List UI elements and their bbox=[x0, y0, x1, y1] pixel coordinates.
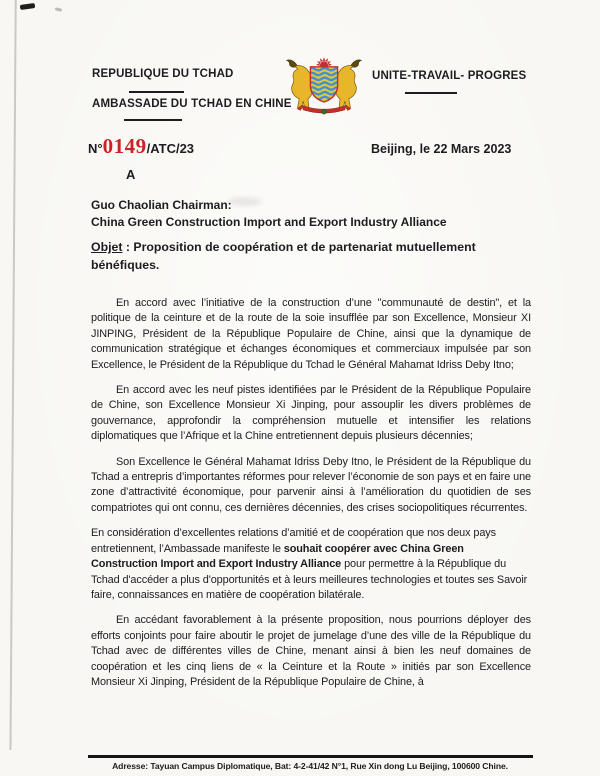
republic-title: REPUBLIQUE DU TCHAD bbox=[92, 68, 234, 80]
paragraph-5: En accédant favorablement à la présente proposition, nous pourrions déployer des efforts conjoints pour faire aboutir le projet de jumelage d’une des ville de la République du Tchad avec de différentes villes de Chine, menant ainsi à bien les neuf domaines de coopération et les cinq liens de « la Ceinture et la Route » initiés par son Excellence Monsieur Xi Jinping, Président de la République Populaire de Chine, à bbox=[91, 614, 531, 688]
national-motto: UNITE-TRAVAIL- PROGRES bbox=[372, 70, 527, 82]
divider bbox=[129, 91, 184, 93]
letter-body bbox=[91, 296, 531, 700]
addressee-block bbox=[91, 197, 531, 230]
paragraph-4-text-end: pour permettre à la République du Tchad d'accéder a plus d'opportunités et à leurs meilleures technologies et toutes ses Savoir faire, connaissances en matière de coopération bilatérale. bbox=[91, 558, 528, 601]
divider bbox=[405, 92, 457, 94]
chad-coat-of-arms-icon bbox=[284, 56, 364, 116]
letter-footer bbox=[0, 750, 600, 776]
embassy-title: AMBASSADE DU TCHAD EN CHINE bbox=[92, 98, 292, 110]
addressee-name: Guo Chaolian Chairman: bbox=[91, 198, 232, 212]
addressee-to: A bbox=[126, 167, 136, 182]
paragraph-4-text: En considération d’excellentes relations d’amitié et de coopération que nos deux pays entretiennent, l’Ambassade manifeste le bbox=[91, 527, 496, 555]
footer-divider bbox=[88, 755, 533, 758]
footer-address: Adresse: Tayuan Campus Diplomatique, Bat: 4-2-41/42 N°1, Rue Xin dong Lu Beijing, 100600 Chine. bbox=[112, 761, 508, 771]
ref-prefix: N° bbox=[88, 141, 103, 156]
paragraph-4-emphasis: souhait coopérer avec China Green Construction Import and Export Industry Alliance bbox=[91, 542, 464, 571]
ref-digits: 0149 bbox=[102, 134, 147, 158]
divider bbox=[124, 119, 182, 121]
ref-suffix: /ATC/23 bbox=[146, 141, 195, 156]
addressee-organization: China Green Construction Import and Export Industry Alliance bbox=[91, 214, 447, 229]
paragraph-4 bbox=[91, 526, 531, 603]
scan-artifact-mark-small bbox=[55, 7, 63, 12]
subject-text: Proposition de coopération et de partenariat mutuellement bénéfiques. bbox=[91, 240, 476, 272]
paragraph-3: Son Excellence le Général Mahamat Idriss Deby Itno, le Président de la République du Tchad a entrepris d’importantes réformes pour relever l’économie de son pays et en faire une zone d’attractivité économique, pour parvenir ainsi à l’amélioration du quotidien de ses compatriotes qui ont connu, ces dernières décennies, des crises sociopolitiques récurrentes. bbox=[91, 455, 531, 514]
reference-number bbox=[88, 134, 194, 159]
subject-label: Objet bbox=[91, 240, 123, 254]
subject-separator: : bbox=[122, 240, 134, 254]
subject-line bbox=[91, 239, 509, 274]
dateline: Beijing, le 22 Mars 2023 bbox=[371, 142, 512, 156]
scan-artifact-mark bbox=[20, 3, 36, 10]
paragraph-1: En accord avec l’initiative de la construction d’une "communauté de destin", et la politique de la ceinture et de la route de la soie insufflée par son Excellence, Monsieur XI JINPING, Président de la République Populaire de Chine, ainsi que la dynamique de communication stratégique et échanges économiques et commerciaux impulsée par son Excellence, le Président de la République du Tchad le Général Mahamat Idriss Deby Itno; bbox=[91, 297, 531, 371]
paper-edge-line bbox=[9, 0, 17, 776]
paragraph-2: En accord avec les neuf pistes identifiées par le Président de la République Populaire de Chine, son Excellence Monsieur Xi Jinping, pour assouplir les divers problèmes de gouvernance, approfondir la compréhension mutuelle et intensifier les relations diplomatiques que l’Afrique et la Chine entretiennent depuis plusieurs décennies; bbox=[91, 384, 531, 443]
